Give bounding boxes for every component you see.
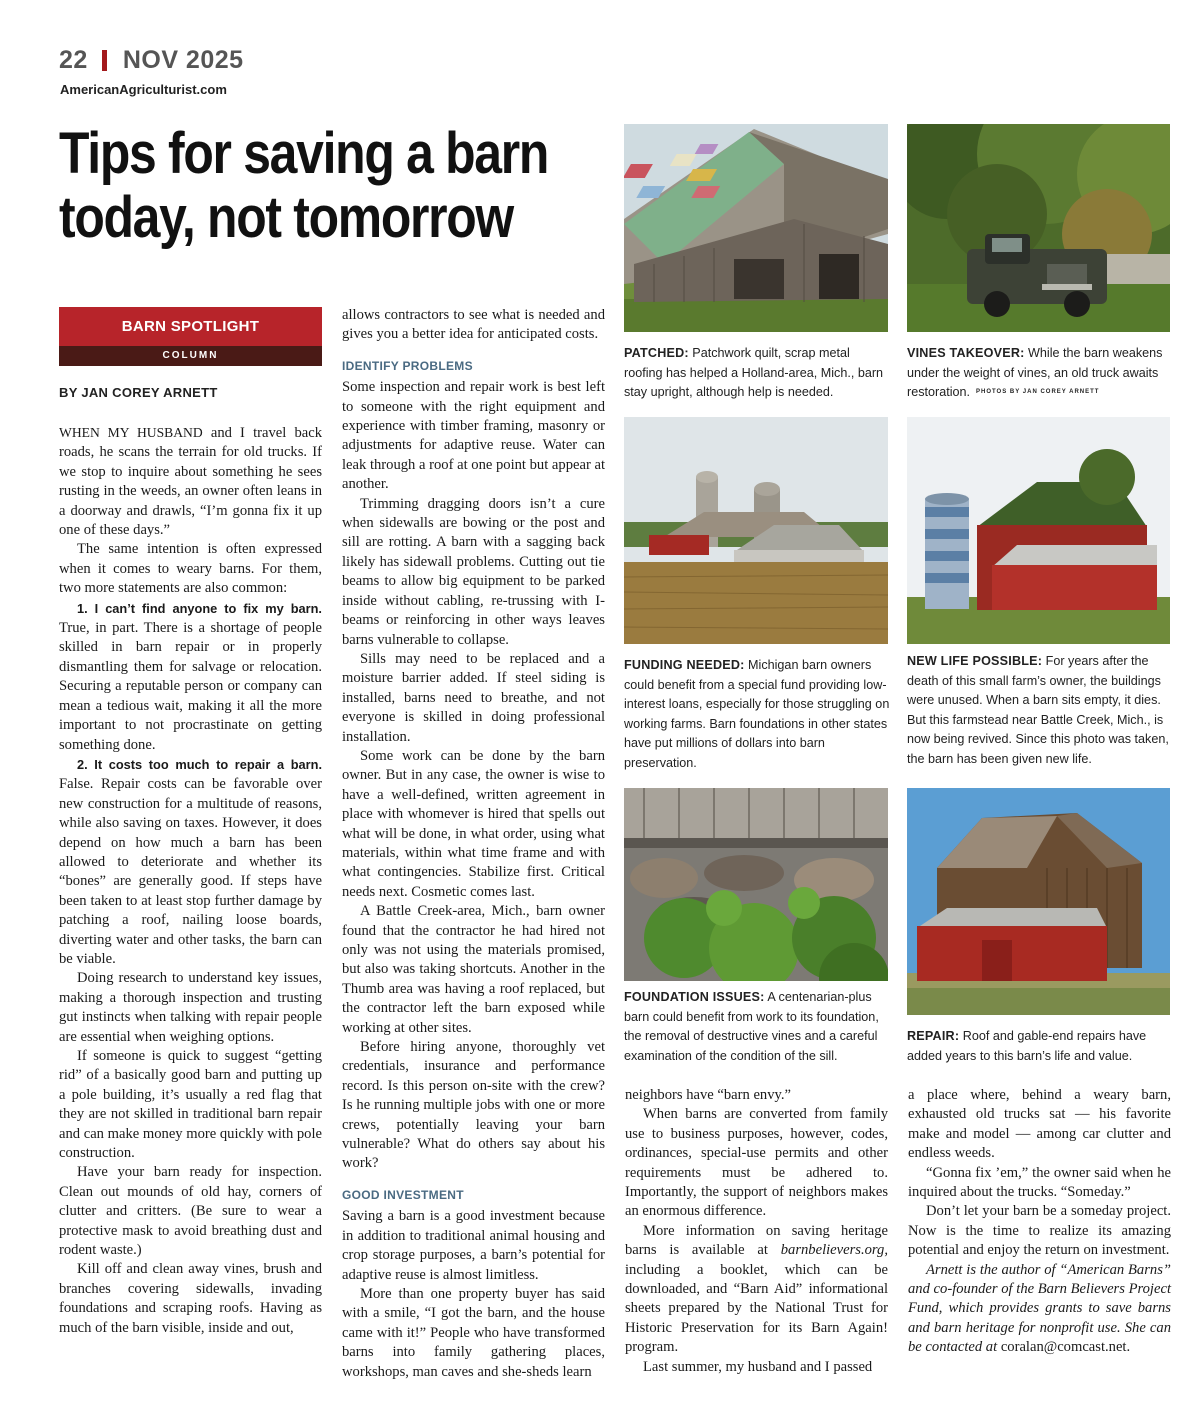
list-item-2: 2. It costs too much to repair a barn. False. Repair costs can be favorable over new construction for a multitude of reasons, while also saving on taxes. However, it does depend on how much a barn has been allowed to deteriorate and whether its “bones” are generally good. If steps have been taken to at least stop further damage by patching a roof, nailing loose boards, diverting water and other tasks, the barn can be viable. (59, 756, 322, 967)
list-item-label: 1. I can’t find anyone to fix my barn. (77, 600, 322, 616)
headline (59, 122, 592, 250)
subhead-good-investment: GOOD INVESTMENT (342, 1187, 464, 1202)
barnbelievers-link[interactable]: barnbelievers.org, (780, 1242, 888, 1259)
article-paragraph: Before hiring anyone, thoroughly vet credentials, insurance and performance record. Is this person on-site with the crew? Is he running multiple jobs with one or more crews, potentially leaving your barn vulnerable? What do others say about his work? (342, 1039, 605, 1172)
list-item-1: 1. I can’t find anyone to fix my barn. True, in part. There is a shortage of people skilled in barn repair or in properly dismantling them for salvage or relocation. Securing a reputable person or company can mean a tedious wait, making it all the more important to not procrastinate on getting something done. (59, 600, 322, 753)
article-paragraph: Trimming dragging doors isn’t a cure when sidewalls are bowing or the post and sill are rotting. A barn with a sagging back likely has sidewall problems. Cutting out tie beams to allow big equipment to be parked inside without cabling, re-trussing with I-beams or reinforcing in other ways leaves barns vulnerable to collapse. (342, 495, 605, 648)
page-number: 22 (59, 46, 88, 74)
photo-credit: PHOTOS BY JAN COREY ARNETT (976, 389, 1100, 395)
caption-patched: PATCHED: Patchwork quilt, scrap metal roofing has helped a Holland-area, Mich., barn stay upright, although help is needed. (624, 346, 884, 399)
folio-divider (102, 50, 107, 71)
caption-new-life: NEW LIFE POSSIBLE: For years after the death of this small farm’s owner, the buildings were unused. When a barn sits empty, it dies. But this farmstead near Battle Creek, Mich., is now being revived. Since this photo was taken, the barn has been given new life. (907, 654, 1169, 766)
caption-funding: FUNDING NEEDED: Michigan barn owners could benefit from a special fund providing low-interest loans, especially for those struggling on working farms. Barn foundations in other states have put millions of dollars into barn preservation. (624, 658, 890, 770)
photo-foundation-vines (624, 788, 888, 981)
caption-repair: REPAIR: Roof and gable-end repairs have added years to this barn’s life and value. (907, 1029, 1147, 1063)
byline: BY JAN COREY ARNETT (59, 385, 218, 400)
photo-patched-barn (624, 124, 888, 332)
website-url[interactable]: AmericanAgriculturist.com (60, 82, 227, 97)
headline-line-2: today, not tomorrow (59, 185, 513, 250)
subhead-identify-problems: IDENTIFY PROBLEMS (342, 358, 473, 373)
article-paragraph: neighbors have “barn envy.” (625, 1087, 792, 1103)
article-paragraph: Don’t let your barn be a someday project. Now is the time to realize its amazing potential and enjoy the return on investment. (908, 1203, 1171, 1259)
article-column-3 (625, 1086, 888, 1377)
article-paragraph: If someone is quick to suggest “getting rid” of a basically good barn and putting up a pole building, it’s usually a red flag that they are not skilled in traditional barn repair and can make money more quickly with pole construction. (59, 1048, 323, 1162)
article-paragraph: WHEN MY HUSBAND and I travel back roads, he scans the terrain for old trucks. If we stop to inquire about something he sees rusting in the weeds, an owner often leans in a doorway and drawls, “I’m gonna fix it up one of these days.” (59, 425, 322, 539)
list-item-label: 2. It costs too much to repair a barn. (77, 756, 322, 772)
article-column-2 (342, 306, 605, 1382)
article-paragraph: Some work can be done by the barn owner. But in any case, the owner is wise to have a well-defined, written agreement in place with whomever is hired that spells out what will be done, in what order, using what materials, within what time frame and with what contingencies. Stabilize first. Critical needs next. Cosmetic comes last. (342, 747, 605, 900)
article-column-1 (59, 423, 322, 1338)
article-paragraph: The same intention is often expressed when it comes to weary barns. For them, two more statements are also common: (59, 541, 322, 597)
article-paragraph: More than one property buyer has said with a smile, “I got the barn, and the house came with it!” People who have transformed barns into family gathering places, workshops, man caves and she-sheds learn (342, 1285, 605, 1380)
article-column-4 (908, 1086, 1171, 1358)
page-folio (59, 46, 244, 75)
lead-in: WHEN MY HUSBAND (59, 425, 203, 440)
photo-new-life-farmstead (907, 417, 1170, 644)
issue-date: NOV 2025 (122, 46, 244, 74)
author-email-link[interactable]: coralan@comcast.net. (1000, 1339, 1131, 1356)
photo-funding-farm (624, 417, 888, 644)
article-paragraph: a place where, behind a weary barn, exhausted old trucks sat — his favorite make and model — among car clutter and endless weeds. (908, 1087, 1171, 1162)
article-paragraph: When barns are converted from family use to business purposes, however, codes, ordinances, special-use permits and other requirements must be adhered to. Importantly, the support of neighbors makes an enormous difference. (625, 1106, 888, 1220)
column-badge (59, 307, 322, 366)
article-paragraph: A Battle Creek-area, Mich., barn owner found that the contractor he had hired not only was not using the materials promised, but also was taking shortcuts. Another in the Thumb area was having a roof replaced, but the contractor left the barn exposed while working at other sites. (342, 903, 605, 1036)
headline-line-1: Tips for saving a barn (59, 121, 549, 186)
article-paragraph: Doing research to understand key issues, making a thorough inspection and trusting gut instincts when talking with repair people are essential when weighing options. (59, 970, 322, 1045)
article-paragraph: More information on saving heritage barns is available at barnbelievers.org, including a booklet, which can be downloaded, and “Barn Aid” informational sheets prepared by the National Trust for Historic Preservation for its Barn Again! program. (625, 1222, 888, 1356)
column-badge-title: BARN SPOTLIGHT (59, 307, 322, 346)
article-paragraph: Kill off and clean away vines, brush and branches covering sidewalls, invading foundations and scraping roofs. Having as much of the barn visible, inside and out, (59, 1261, 322, 1336)
article-paragraph: Sills may need to be replaced and a moisture barrier added. If steel siding is installed, barns need to breathe, and not everyone is skilled in doing professional installation. (342, 650, 605, 745)
photo-repaired-barn (907, 788, 1170, 1015)
column-badge-label: COLUMN (59, 346, 322, 366)
caption-foundation: FOUNDATION ISSUES: A centenarian-plus barn could benefit from work to its foundation, the removal of destructive vines and a careful examination of the condition of the sill. (624, 990, 879, 1063)
article-paragraph: Last summer, my husband and I passed (643, 1358, 873, 1375)
photo-vines-truck (907, 124, 1170, 332)
article-paragraph: Saving a barn is a good investment because in addition to traditional animal housing and crop storage purposes, a barn’s potential for adaptive reuse is almost limitless. (342, 1208, 605, 1283)
article-paragraph: Some inspection and repair work is best left to someone with the right equipment and experience with timber framing, masonry or adjustments for adaptive reuse. Water can leak through a roof at one point but appear at another. (342, 379, 606, 493)
author-bio: Arnett is the author of “American Barns” and co-founder of the Barn Believers Project Fund, which provides grants to save barns and barn heritage for nonprofit use. She can be contacted at coralan@comcast.net. (908, 1261, 1171, 1356)
caption-vines: VINES TAKEOVER: While the barn weakens under the weight of vines, an old truck awaits restoration. PHOTOS BY JAN COREY ARNETT (907, 346, 1163, 400)
article-paragraph: “Gonna fix ’em,” the owner said when he inquired about the trucks. “Someday.” (908, 1164, 1171, 1201)
article-paragraph: Have your barn ready for inspection. Clean out mounds of old hay, corners of clutter and critters. (Be sure to wear a protective mask to avoid breathing dust and rodent waste.) (59, 1164, 322, 1259)
article-paragraph: allows contractors to see what is needed and gives you a better idea for anticipated costs. (342, 307, 605, 343)
